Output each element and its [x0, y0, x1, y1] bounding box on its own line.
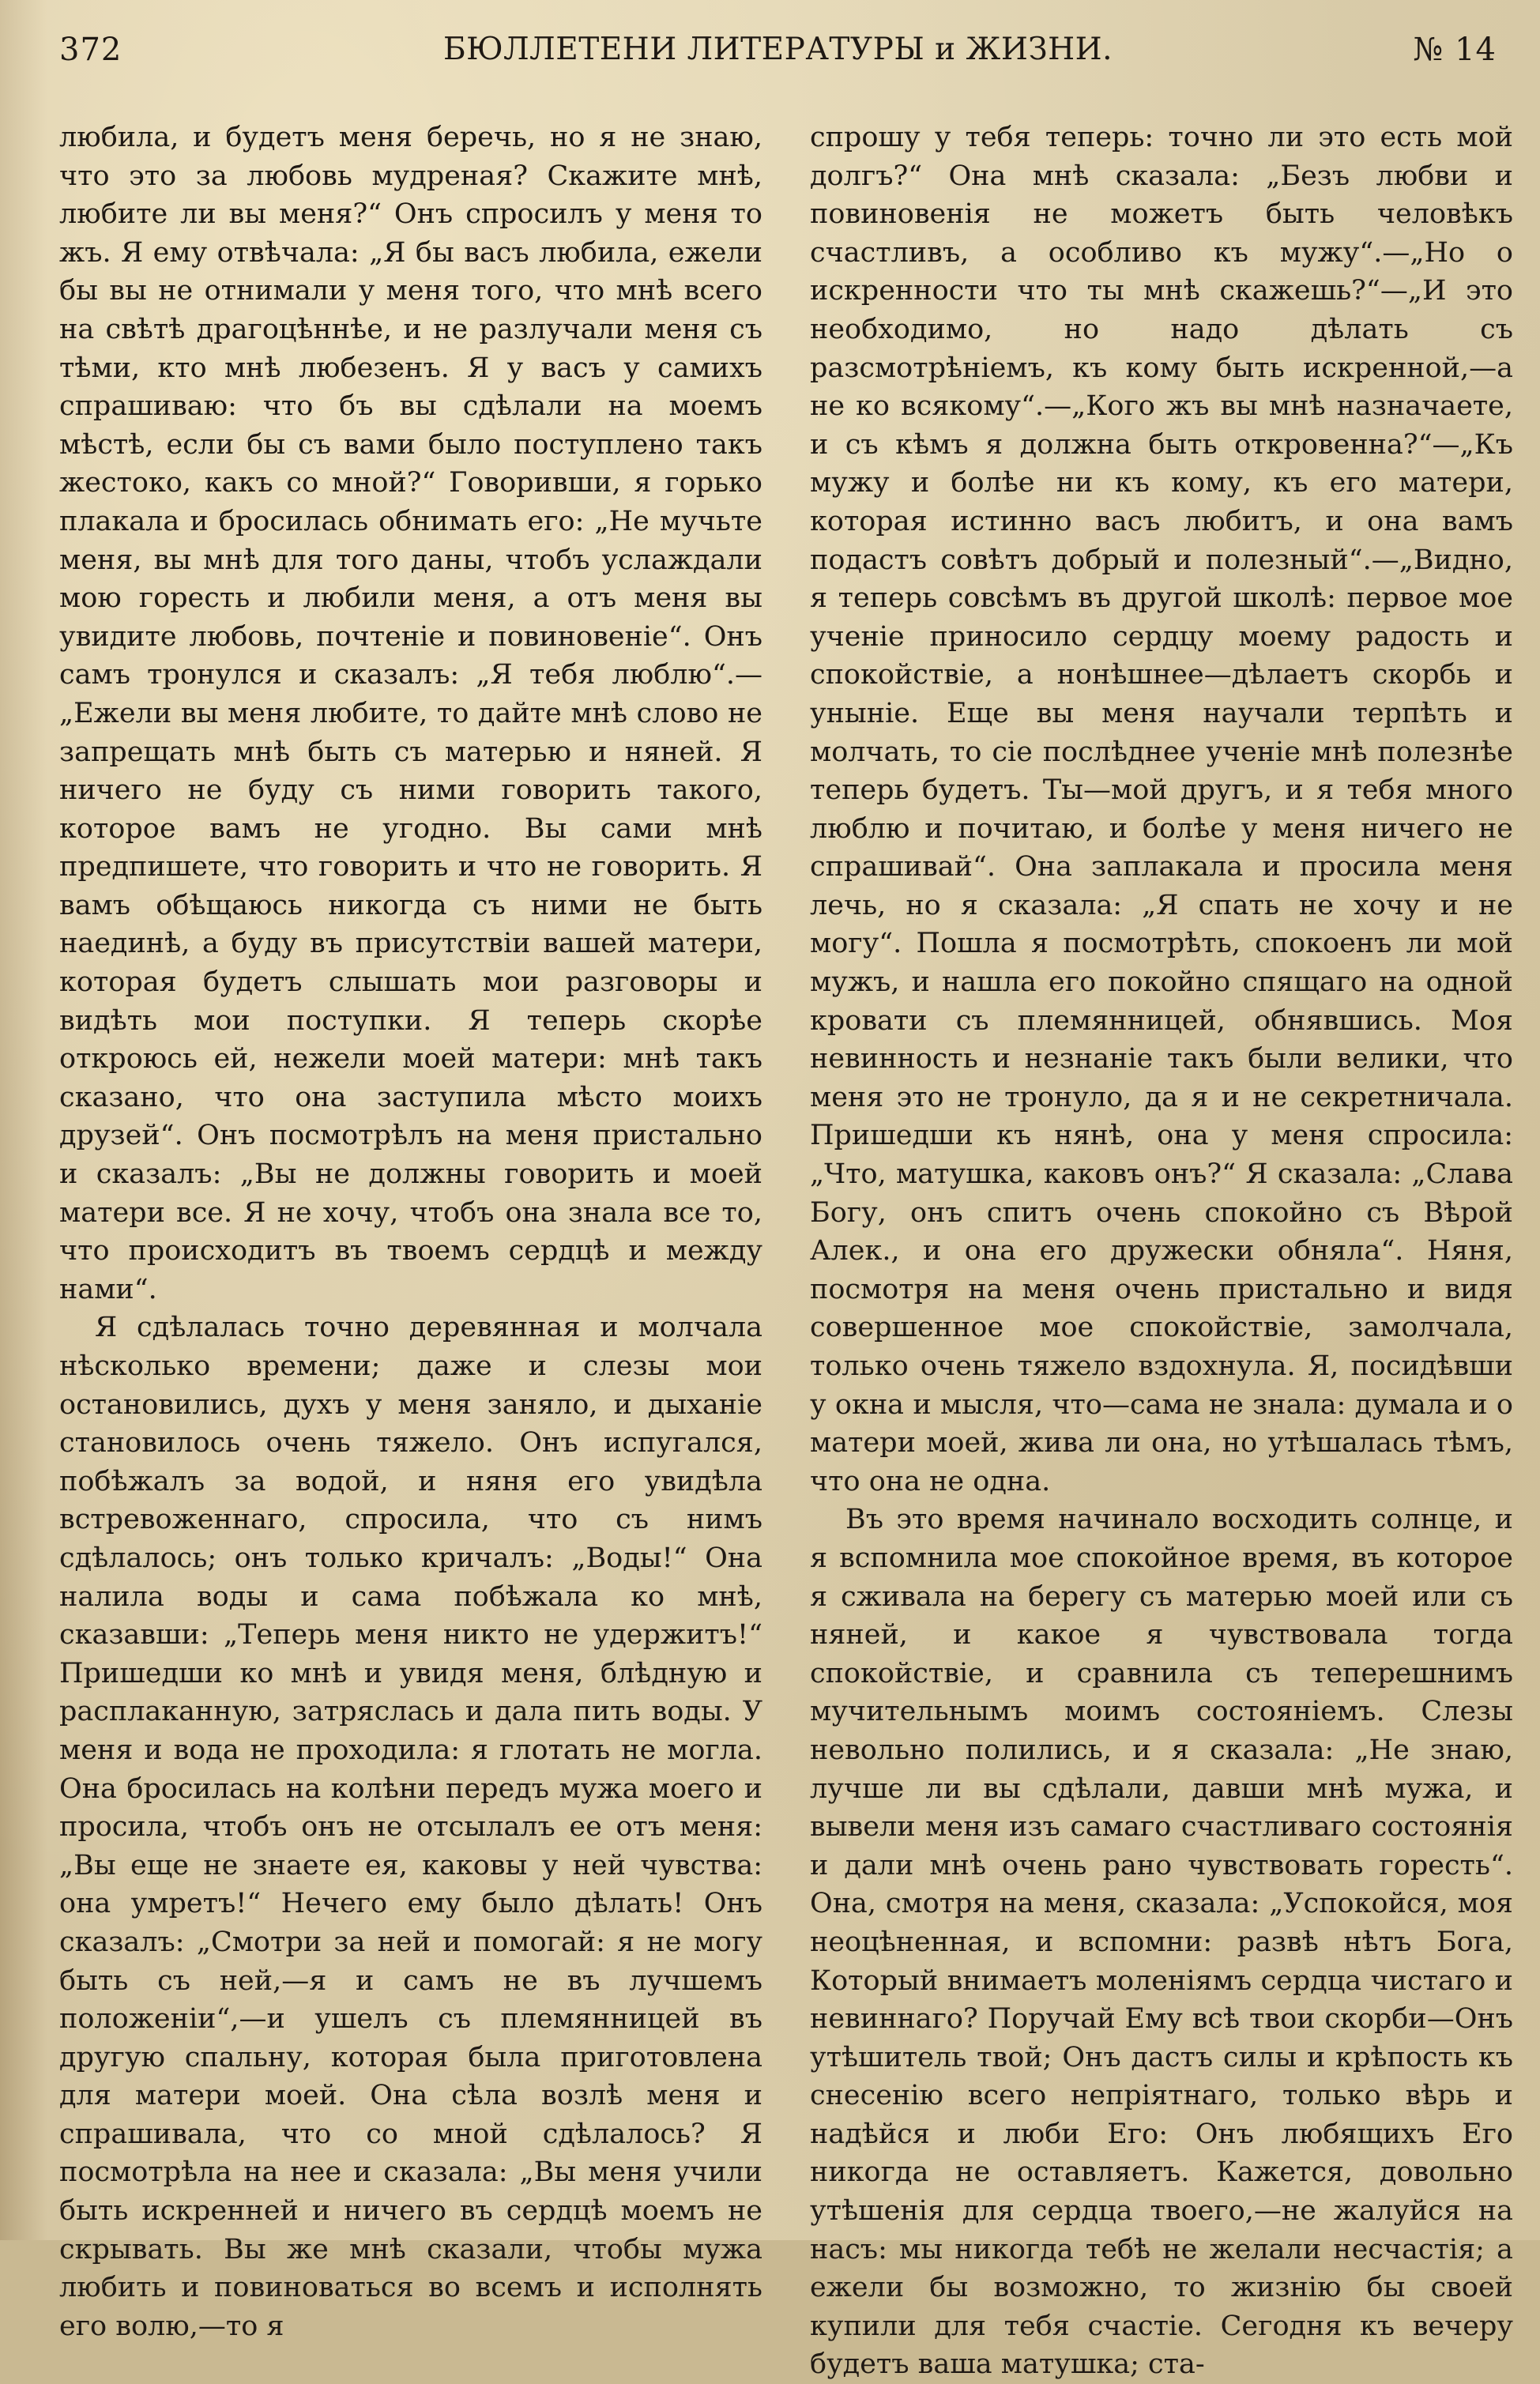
running-header [59, 32, 1497, 87]
right-column [810, 119, 1513, 2381]
paragraph: любила, и будетъ меня беречь, но я не знаю, что это за любовь мудреная? Скажите мнѣ, любите ли вы меня?“ Онъ спросилъ у меня то жъ. Я ему отвѣчала: „Я бы васъ любила, ежели бы вы не отнимали у меня того, что мнѣ всего на свѣтѣ драгоцѣннѣе, и не разлучали меня съ тѣми, кто мнѣ любезенъ. Я у васъ у самихъ спрашиваю: что бъ вы сдѣлали на моемъ мѣстѣ, если бы съ вами было поступлено такъ жестоко, какъ со мной?“ Говоривши, я горько плакала и бросилась обнимать его: „Не мучьте меня, вы мнѣ для того даны, чтобъ услаждали мою горесть и любили меня, а отъ меня вы увидите любовь, почтеніе и повиновеніе“. Онъ самъ тронулся и сказалъ: „Я тебя люблю“.—„Ежели вы меня любите, то дайте мнѣ слово не запрещать мнѣ быть съ матерью и няней. Я ничего не буду съ ними говорить такого, которое вамъ не угодно. Вы сами мнѣ предпишете, что говорить и что не говорить. Я вамъ обѣщаюсь никогда съ ними не быть наединѣ, а буду въ присутствіи вашей матери, которая будетъ слышать мои разговоры и видѣть мои поступки. Я теперь скорѣе откроюсь ей, нежели моей матери: мнѣ такъ сказано, что она заступила мѣсто моихъ друзей“. Онъ посмотрѣлъ на меня пристально и сказалъ: „Вы не должны говорить и моей матери все. Я не хочу, чтобъ она знала все то, что происходитъ въ твоемъ сердцѣ и между нами“. [59, 122, 762, 1305]
paragraph: Я сдѣлалась точно деревянная и молчала нѣсколько времени; даже и слезы мои остановились, духъ у меня заняло, и дыханіе становилось очень тяжело. Онъ испугался, побѣжалъ за водой, и няня его увидѣла встревоженнаго, спросила, что съ нимъ сдѣлалось; онъ только кричалъ: „Воды!“ Она налила воды и сама побѣжала ко мнѣ, сказавши: „Теперь меня никто не удержитъ!“ Пришедши ко мнѣ и увидя меня, блѣдную и расплаканную, затряслась и дала пить воды. У меня и вода не проходила: я глотать не могла. Она бросилась на колѣни передъ мужа моего и просила, чтобъ онъ не отсылалъ ее отъ меня: „Вы еще не знаете ея, каковы у ней чувства: она умретъ!“ Нечего ему было дѣлать! Онъ сказалъ: „Смотри за ней и помогай: я не могу быть съ ней,—я и самъ не въ лучшемъ положеніи“,—и ушелъ съ племянницей въ другую спальну, которая была приготовлена для матери моей. Она сѣла возлѣ меня и спрашивала, что со мной сдѣлалось? Я посмотрѣла на нее и сказала: „Вы меня учили быть искренней и ничего въ сердцѣ моемъ не скрывать. Вы же мнѣ сказали, чтобы мужа любить и повиноваться во всемъ и исполнять его волю,—то я [59, 1312, 762, 2342]
journal-title: БЮЛЛЕТЕНИ ЛИТЕРАТУРЫ и ЖИЗНИ. [442, 32, 1113, 67]
issue-number: № 14 [1413, 32, 1497, 68]
page-number: 372 [59, 32, 122, 68]
text-columns [59, 119, 1513, 2381]
paragraph: Въ это время начинало восходить солнце, и я вспомнила мое спокойное время, въ которое я сживала на берегу съ матерью моей или съ няней, и какое я чувствовала тогда спокойствіе, и сравнила съ теперешнимъ мучительнымъ моимъ состояніемъ. Слезы невольно полились, и я сказала: „Не знаю, лучше ли вы сдѣлали, давши мнѣ мужа, и вывели меня изъ самаго счастливаго состоянія и дали мнѣ очень рано чувствовать горесть“. Она, смотря на меня, сказала: „Успокойся, моя неоцѣненная, и вспомни: развѣ нѣтъ Бога, Который внимаетъ моленіямъ сердца чистаго и невиннаго? Поручай Ему всѣ твои скорби—Онъ утѣшитель твой; Онъ дастъ силы и крѣпость къ снесенію всего непріятнаго, только вѣрь и надѣйся и люби Его: Онъ любящихъ Его никогда не оставляетъ. Кажется, довольно утѣшенія для сердца твоего,—не жалуйся на насъ: мы никогда тебѣ не желали несчастія; а ежели бы возможно, то жизнію бы своей купили для тебя счастіе. Сегодня къ вечеру будетъ ваша матушка; ста- [810, 1504, 1513, 2381]
paragraph: спрошу у тебя теперь: точно ли это есть мой долгъ?“ Она мнѣ сказала: „Безъ любви и повиновенія не можетъ быть человѣкъ счастливъ, а особливо къ мужу“.—„Но о искренности что ты мнѣ скажешь?“—„И это необходимо, но надо дѣлать съ разсмотрѣніемъ, къ кому быть искренной,—а не ко всякому“.—„Кого жъ вы мнѣ назначаете, и съ кѣмъ я должна быть откровенна?“—„Къ мужу и болѣе ни къ кому, къ его матери, которая истинно васъ любитъ, и она вамъ подастъ совѣтъ добрый и полезный“.—„Видно, я теперь совсѣмъ въ другой школѣ: первое мое ученіе приносило сердцу моему радость и спокойствіе, а нонѣшнее—дѣлаетъ скорбь и уныніе. Еще вы меня научали терпѣть и молчать, то сіе послѣднее ученіе мнѣ полезнѣе теперь будетъ. Ты—мой другъ, и я тебя много люблю и почитаю, и болѣе у меня ничего не спрашивай“. Она заплакала и просила меня лечь, но я сказала: „Я спать не хочу и не могу“. Пошла я посмотрѣть, спокоенъ ли мой мужъ, и нашла его покойно спящаго на одной кровати съ племянницей, обнявшись. Моя невинность и незнаніе такъ были велики, что меня это не тронуло, да я и не секретничала. Пришедши къ нянѣ, она у меня спросила: „Что, матушка, каковъ онъ?“ Я сказала: „Слава Богу, онъ спитъ очень спокойно съ Вѣрой Алек., и она его дружески обняла“. Няня, посмотря на меня очень пристально и видя совершенное мое спокойствіе, замолчала, только очень тяжело вздохнула. Я, посидѣвши у окна и мысля, что—сама не знала: думала и о матери моей, жива ли она, но утѣшалась тѣмъ, что она не одна. [810, 122, 1513, 1497]
left-column [59, 119, 762, 2342]
